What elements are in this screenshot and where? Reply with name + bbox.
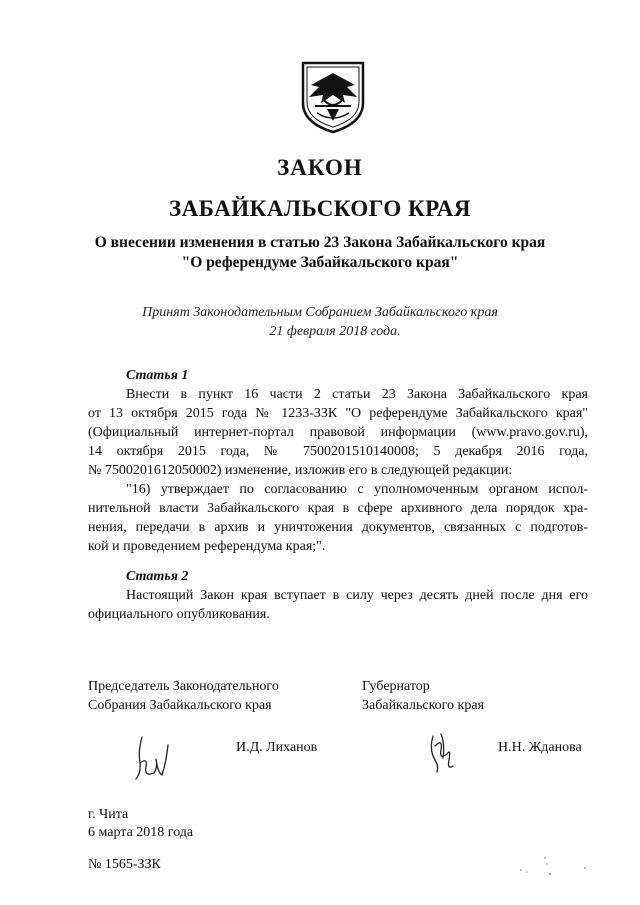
position-line: Председатель Законодательного [88, 679, 279, 694]
scan-specks-decoration [515, 850, 595, 880]
text-line: нительной власти Забайкальского края в сфере архивного дела порядок хра- [88, 501, 588, 516]
law-subtitle [0, 233, 640, 273]
subtitle-line: О внесении изменения в статью 23 Закона Забайкальского края [94, 234, 546, 251]
text-line: Настоящий Закон края вступает в силу через десять дней после дня его [126, 588, 588, 603]
text-line: 14 октября 2015 года, № 7500201510140008; 5 декабря 2016 года, [88, 444, 588, 459]
document-type-title: ЗАКОН [277, 155, 363, 180]
adoption-note [0, 303, 640, 341]
region-title: ЗАБАЙКАЛЬСКОГО КРАЯ [168, 196, 472, 221]
coat-of-arms-emblem [297, 57, 369, 135]
text-line: официального опубликования. [88, 607, 270, 622]
article-1 [88, 366, 588, 556]
chairman-name: И.Д. Лиханов [236, 740, 318, 755]
text-line: (Официальный интернет-портал правовой информации (www.pravo.gov.ru), [88, 425, 588, 440]
text-line: Внести в пункт 16 части 2 статьи 23 Закона Забайкальского края [126, 387, 588, 402]
governor-signature [425, 730, 459, 774]
article-heading: Статья 2 [126, 569, 189, 584]
text-line: нения, передачи в архив и уничтожения документов, связанных с подготов- [88, 520, 588, 535]
position-line: Забайкальского края [362, 698, 485, 713]
signing-date: 6 марта 2018 года [88, 825, 194, 840]
adoption-line: Принят Законодательным Собранием Забайкальского края [142, 305, 498, 320]
place-of-signing: г. Чита [88, 807, 129, 822]
position-line: Губернатор [362, 679, 430, 694]
chairman-signature [128, 733, 174, 783]
subtitle-line: "О референдуме Забайкальского края" [181, 254, 459, 271]
position-line: Собрания Забайкальского края [88, 698, 272, 713]
text-line: "16) утверждает по согласованию с уполномоченным органом испол- [126, 482, 588, 497]
article-heading: Статья 1 [126, 368, 189, 383]
text-line: № 7500201612050002) изменение, изложив его в следующей редакции: [88, 463, 513, 478]
adoption-date: 21 февраля 2018 года. [269, 324, 401, 339]
article-2 [88, 567, 588, 624]
chairman-position [88, 677, 279, 715]
governor-name: Н.Н. Жданова [498, 740, 582, 755]
law-number: № 1565-ЗЗК [88, 857, 161, 872]
text-line: кой и проведением референдума края;". [88, 539, 326, 554]
governor-position [362, 677, 484, 715]
text-line: от 13 октября 2015 года № 1233-ЗЗК "О референдуме Забайкальского края" [88, 406, 588, 421]
